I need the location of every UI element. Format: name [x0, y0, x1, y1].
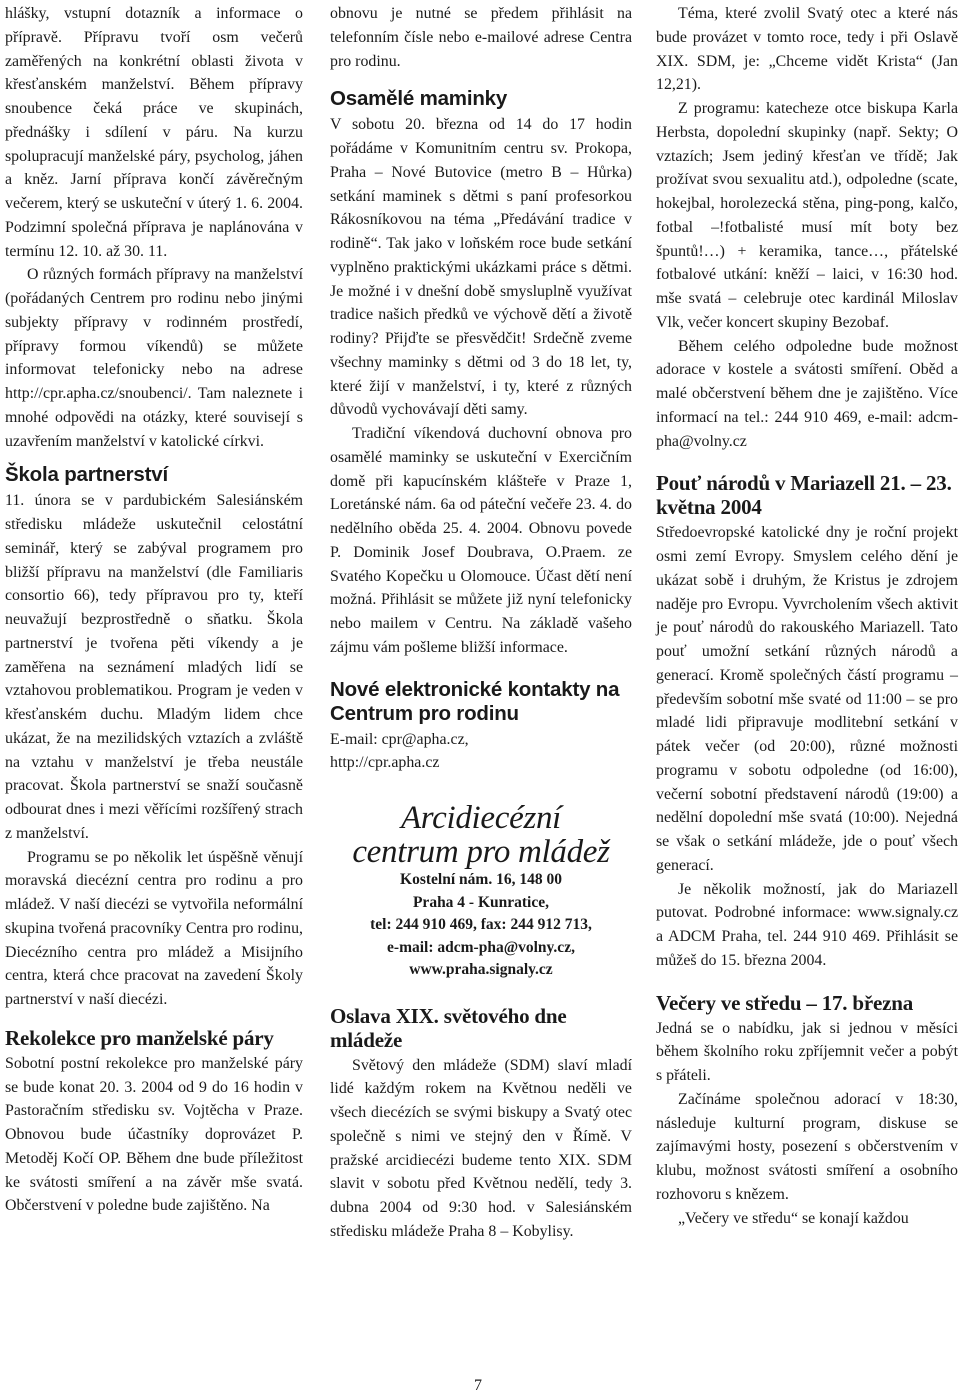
- paragraph-obnova-prihlaseni: obnovu je nutné se předem přihlásit na telefonním čísle nebo e-mailové adrese Centra pro rodinu.: [330, 5, 632, 70]
- adcm-address-line1: Kostelní nám. 16, 148 00: [400, 871, 562, 888]
- paragraph-pout-informace: Je několik možností, jak do Mariazell putovat. Podrobné informace: www.signaly.cz a ADCM Praha, tel. 244 910 469. Přihlásit se můžeš do 15. března 2004.: [656, 880, 958, 969]
- heading-osamele-maminky: Osamělé maminky: [330, 87, 508, 111]
- paragraph-oslava-sdm: Světový den mládeže (SDM) slaví mladí lidé každým rokem na Květnou neděli ve všech diecézích se svými biskupy a Svatý otec společně s nimi ve stejný den v Římě. V pražské arcidiecézi budeme tento XIX. SDM slavit v sobotu před Květnou nedělí, tedy 3. dubna 2004 od 9:30 hod. v Salesiánském středisku mládeže Praha 8 – Kobylisy.: [330, 1056, 632, 1240]
- column-middle: [330, 2, 632, 1244]
- paragraph-sdm-tema: Téma, které zvolil Svatý otec a které nás bude provázet v tomto roce, tedy i při Oslavě XIX. SDM, je: „Chceme vidět Krista“ (Jan 12,21).: [656, 5, 958, 94]
- paragraph-pout-projekt: Středoevropské katolické dny je roční projekt osmi zemí Evropy. Smyslem celého dění je ukázat sobě i druhým, že Kristus je zdrojem naděje pro Evropu. Vyvrcholením všech aktivit je pouť národů do rakouského Mariazell. Tato pouť umožní setkání různých národů a generací. Kromě společných částí programu – především sobotní mše svaté od 11:00 – se pro mladé lidi připravuje modlitební setkání v pátek večer (od 20:00), různé možnosti programu v sobotu odpoledne (od 16:00), večerní sobotní představení národů (19:00) a nedělní dopolední mše svatá (10:00). Nejedná se však o setkání mládeže, jde o pouť všech generací.: [656, 524, 958, 874]
- paragraph-snoubenci-info: O různých formách přípravy na manželství (pořádaných Centrem pro rodinu nebo jinými subjekty přípravy v rodinném prostředí, přípravy formou víkendů) se můžete informovat telefonicky nebo na adrese http://cpr.apha.cz/snoubenci/. Tam naleznete i mnohé odpovědi na otázky, které souvisejí s uzavřením manželství v katolické církvi.: [5, 266, 303, 450]
- adcm-title-line2: centrum pro mládež: [352, 834, 610, 870]
- column-left: [5, 2, 303, 1218]
- contact-email: E-mail: cpr@apha.cz,: [330, 730, 469, 748]
- adcm-address-line3: tel: 244 910 469, fax: 244 912 713,: [370, 916, 592, 933]
- paragraph-skola-diecese: Programu se po několik let úspěšně věnují moravská diecézní centra pro rodinu a pro mládež. V naší diecézi se vytvořila neformální skupina tvořená pracovníky Centra pro rodinu, Diecézního centra pro mládež a Misijního centra, která chce pracovat na zavedení Školy partnerství v naší diecézi.: [5, 848, 303, 1008]
- paragraph-maminky-setkani: V sobotu 20. března od 14 do 17 hodin pořádáme v Komunitním centru sv. Prokopa, Praha – Nové Butovice (metro B – Hůrka) setkání maminek s dětmi s paní profesorkou Rákosníkovou na téma „Předávání tradice v rodině“. Tak jako v loňském roce bude setkání vyplněno praktickými ukázkami práce s dětmi. Je možné i v dnešní době smysluplně využívat tradice našich předků ve výchově dětí a životě rodiny? Přijďte se přesvědčit! Srdečně zveme všechny maminky s dětmi od 3 do 18 let, ty, které žijí v manželství, i ty, které z různých důvodů vychovávají děti samy.: [330, 116, 632, 419]
- paragraph-sdm-program: Z programu: katecheze otce biskupa Karla Herbsta, dopolední skupinky (např. Sekty; O vztazích; Jsem jediný křesťan ve třídě; Jak prožívat svou sexualitu atd.), odpoledne (scate, hokejbal, horolezecká stěna, ping-pong, kalčo, fotbal –!fotbalisté musí mít boty bez špuntů!…) + keramika, tance…, přátelské fotbalové utkání: kněží – laici, v 16:30 hod. mše svatá – celebruje otec kardinál Miloslav Vlk, večer koncert skupiny Bezobaf.: [656, 100, 958, 331]
- adcm-title-line1: Arcidiecézní: [400, 800, 562, 836]
- heading-rekolekce: Rekolekce pro manželské páry: [5, 1025, 274, 1050]
- heading-oslava-sdm: Oslava XIX. světového dne mládeže: [330, 1003, 567, 1052]
- paragraph-maminky-obnova: Tradiční víkendová duchovní obnova pro osamělé maminky se uskuteční v Exercičním domě při kapucínském klášteře v Praze 1, Loretánské nám. 6a od páteční večeře 23. 4. do nedělního oběda 25. 4. 2004. Obnovu povede P. Dominik Josef Doubrava, O.Praem. ze Svatého Kopečku u Olomouce. Účast dětí není možná. Přihlásit se můžete již nyní telefonicky nebo mailem v Centru. Na základě vašeho zájmu vám pošleme bližší informace.: [330, 425, 632, 656]
- adcm-address-line2: Praha 4 - Kunratice,: [412, 893, 550, 911]
- adcm-address-box: [330, 801, 632, 982]
- heading-elektronicke-kontakty: Nové elektronické kontakty na Centrum pro rodinu: [330, 677, 620, 725]
- paragraph-skola-partnerstvi: 11. února se v pardubickém Salesiánském středisku mládeže uskutečnil celostátní seminář, který se zabýval programem pro bližší přípravu na manželství (dle Familiaris consortio 66), tedy přípravou pro ty, kteří neuvažují bezprostředně o sňatku. Škola partnerství je tvořena pěti víkendy a je zaměřena na seznámení mladých lidí se vztahovou problematikou. Program je veden v křesťanském duchu. Mladým lidem chce ukázat, že na mezilidských vztazích a zvláště na vztahu v manželství je třeba neustále pracovat. Škola partnerství se snaží současně odbourat dnes i mezi věřícími rozšířený strach z manželství.: [5, 492, 303, 842]
- paragraph-vecery-program: Začínáme společnou adorací v 18:30, následuje kulturní program, diskuse se zajímavými hosty, posezení s občerstvením v klubu, možnost svátosti smíření a osobního rozhovoru s knězem.: [656, 1090, 958, 1203]
- paragraph-vecery-nabidka: Jedná se o nabídku, jak si jednou v měsíci během školního roku zpříjemnit večer a pobýt s přáteli.: [656, 1019, 958, 1084]
- paragraph-vecery-konani: „Večery ve středu“ se konají každou: [678, 1209, 909, 1227]
- paragraph-snoubenci-intro: hlášky, vstupní dotazník a informace o přípravě. Přípravu tvoří osm večerů zaměřených na konkrétní oblasti života v křesťanském manželství. Během přípravy snoubence čeká práce ve skupinách, přednášky i sdílení v páru. Na kurzu spolupracují manželské páry, psycholog, jáhen a kněz. Jarní příprava končí závěrečným večerem, který se uskuteční v úterý 1. 6. 2004. Podzimní společná příprava je naplánována v termínu 12. 10. až 30. 11.: [5, 5, 303, 260]
- paragraph-sdm-adorace: Během celého odpoledne bude možnost adorace v kostele a svátosti smíření. Oběd a malé občerstvení během dne je zajištěno. Více informací na tel.: 244 910 469, e-mail: adcm-pha@volny.cz: [656, 337, 958, 450]
- adcm-address-line4: e-mail: adcm-pha@volny.cz,: [387, 938, 575, 956]
- adcm-address-line5: www.praha.signaly.cz: [409, 961, 553, 978]
- column-right: [656, 2, 958, 1230]
- heading-pout-narodu: Pouť národů v Mariazell 21. – 23. května 2004: [656, 471, 952, 520]
- page-number: 7: [474, 1377, 482, 1394]
- contact-web: http://cpr.apha.cz: [330, 754, 440, 772]
- heading-vecery-ve-stredu: Večery ve středu – 17. března: [656, 990, 914, 1015]
- paragraph-rekolekce: Sobotní postní rekolekce pro manželské páry se bude konat 20. 3. 2004 od 9 do 16 hodin v Pastoračním středisku sv. Vojtěcha v Praze. Obnovou bude účastníky doprovázet P. Metoděj Kočí OP. Během dne bude příležitost ke svátosti smíření a na závěr mše svatá. Občerstvení v poledne bude zajištěno. Na: [5, 1054, 303, 1215]
- heading-skola-partnerstvi: Škola partnerství: [5, 463, 168, 487]
